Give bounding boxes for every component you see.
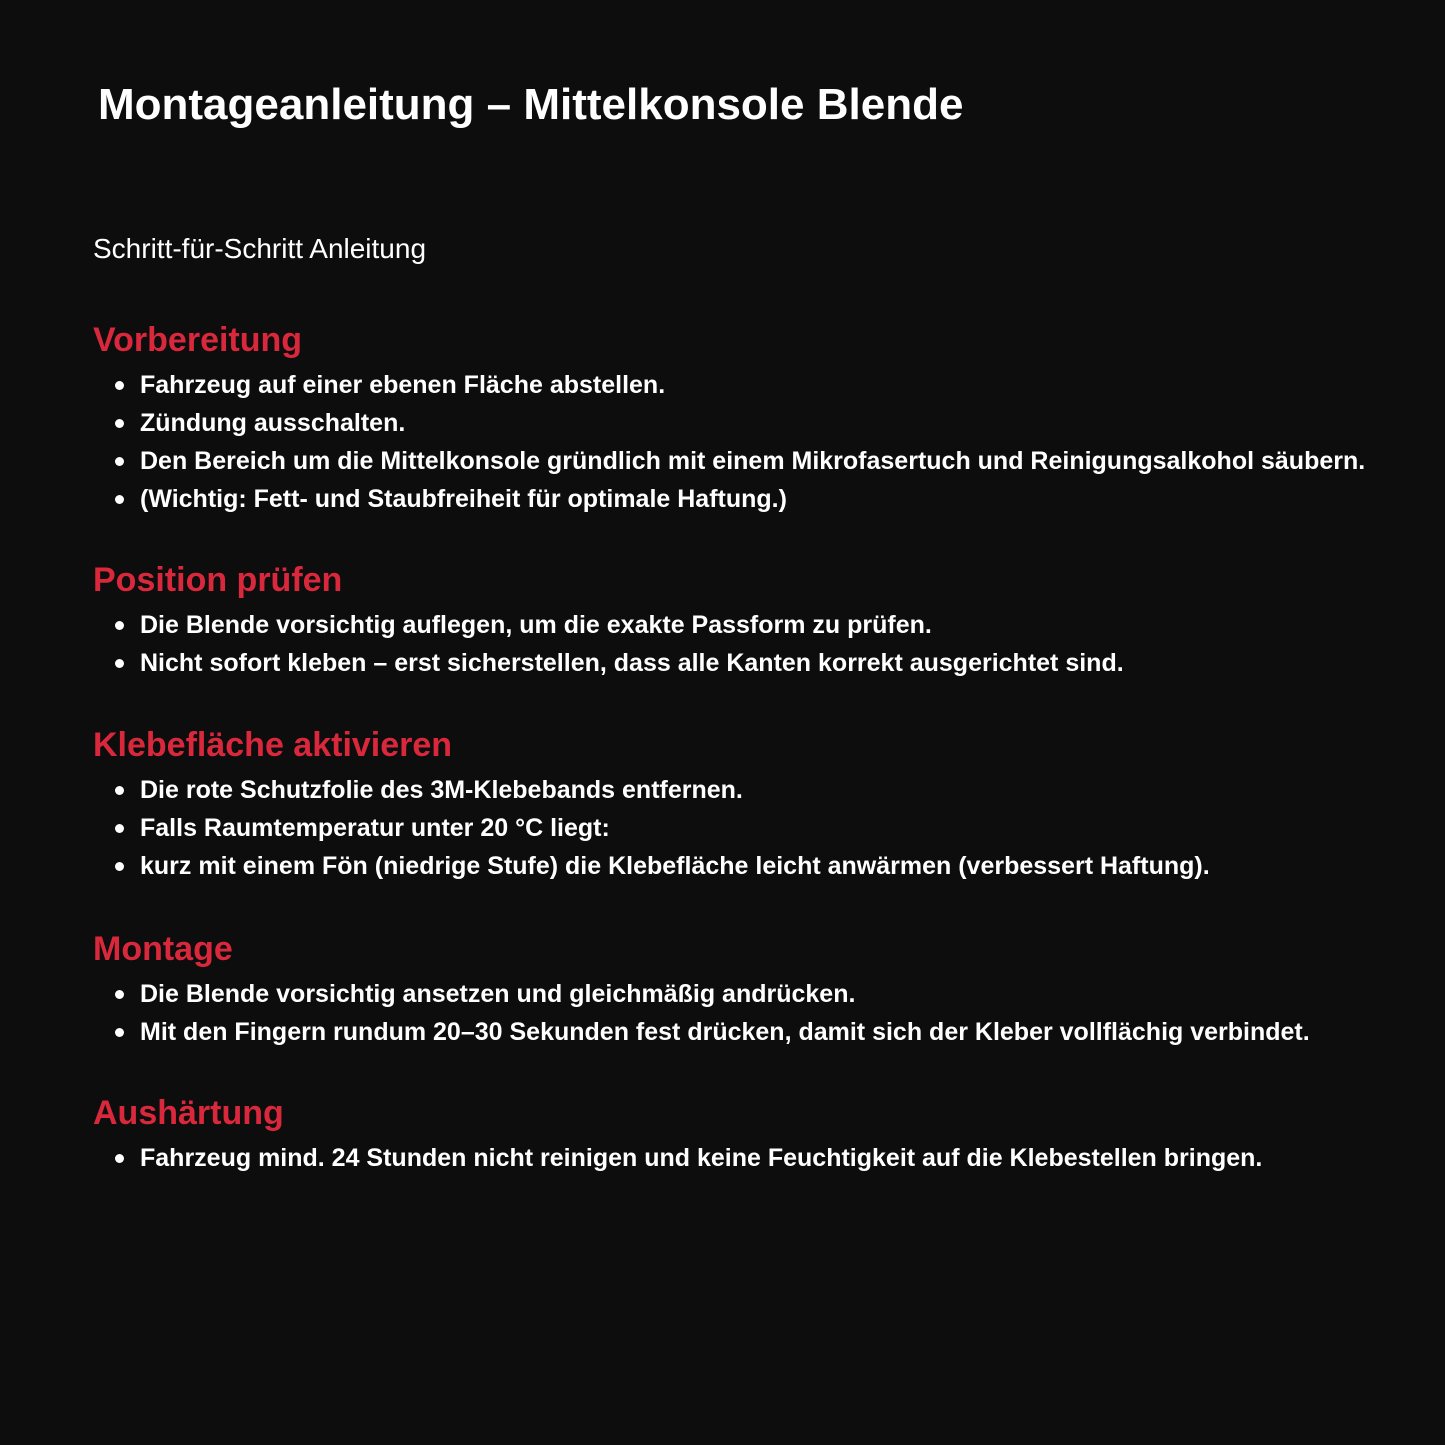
list-item: Die Blende vorsichtig ansetzen und gleichmäßig andrücken. [93,975,1423,1013]
list-item: kurz mit einem Fön (niedrige Stufe) die Klebefläche leicht anwärmen (verbessert Haftung). [93,847,1423,885]
section-heading: Aushärtung [93,1094,284,1132]
list-item: Die rote Schutzfolie des 3M-Klebebands entfernen. [93,771,1423,809]
page-title: Montageanleitung – Mittelkonsole Blende [98,80,964,129]
list-item: Falls Raumtemperatur unter 20 °C liegt: [93,809,1423,847]
section-klebeflaeche-aktivieren [93,725,1423,885]
section-montage [93,929,1423,1051]
section-heading: Montage [93,930,233,968]
list-item: Den Bereich um die Mittelkonsole gründlich mit einem Mikrofasertuch und Reinigungsalkohol säubern. [93,442,1423,480]
list-item: Nicht sofort kleben – erst sicherstellen, dass alle Kanten korrekt ausgerichtet sind. [93,644,1423,682]
list-item: Fahrzeug auf einer ebenen Fläche abstellen. [93,366,1423,404]
section-heading: Klebefläche aktivieren [93,726,453,764]
step-list [93,975,1423,1051]
list-item: Zündung ausschalten. [93,404,1423,442]
step-list [93,1139,1423,1177]
list-item: Fahrzeug mind. 24 Stunden nicht reinigen und keine Feuchtigkeit auf die Klebestellen bringen. [93,1139,1423,1177]
section-vorbereitung [93,320,1423,518]
list-item: (Wichtig: Fett- und Staubfreiheit für optimale Haftung.) [93,480,1423,518]
step-list [93,606,1423,682]
section-heading: Vorbereitung [93,321,303,359]
section-aushaertung [93,1093,1423,1177]
list-item: Mit den Fingern rundum 20–30 Sekunden fest drücken, damit sich der Kleber vollflächig verbindet. [93,1013,1423,1051]
section-position-pruefen [93,560,1423,682]
step-list [93,771,1423,885]
list-item: Die Blende vorsichtig auflegen, um die exakte Passform zu prüfen. [93,606,1423,644]
page-subtitle: Schritt-für-Schritt Anleitung [93,233,427,264]
step-list [93,366,1423,518]
section-heading: Position prüfen [93,561,343,599]
